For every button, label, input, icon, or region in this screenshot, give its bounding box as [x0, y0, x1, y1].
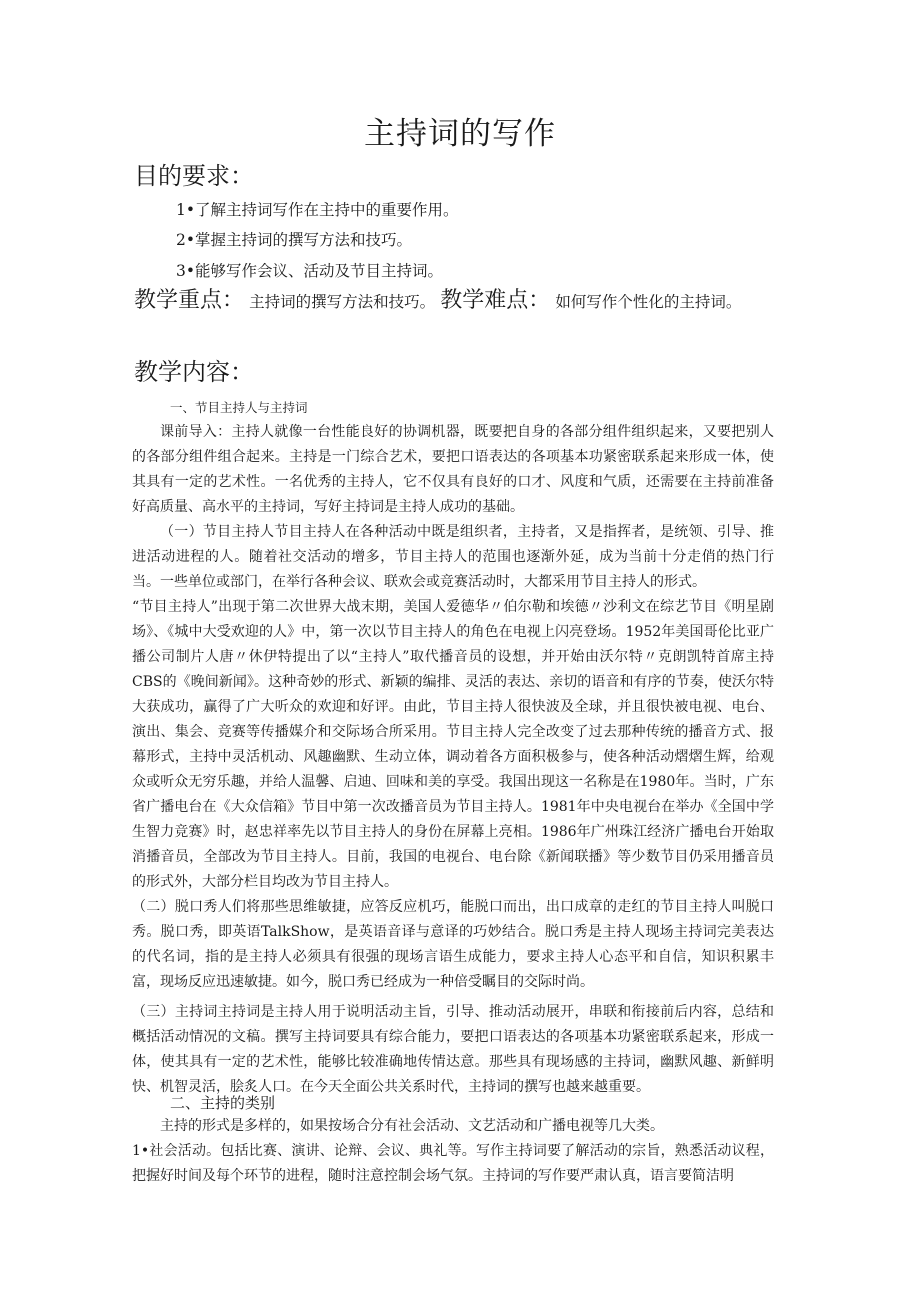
paragraph-categories: 主持的形式是多样的，如果按场合分有社会活动、文艺活动和广播电视等几大类。 — [160, 1118, 664, 1134]
section2-heading: 二、主持的类别 — [170, 1094, 276, 1112]
content-heading: 教学内容： — [134, 358, 254, 386]
key-text: 主持词的撰写方法和技巧。 — [249, 293, 436, 311]
intro-paragraph: 课前导入：主持人就像一台性能良好的协调机器，既要把自身的各部分组件组织起来，又要把别人的各部分组件组合起来。主持是一门综合艺术，要把口语表达的各项基本功紧密联系起来形成一体，使其具有一定的艺术性。一名优秀的主持人，它不仅具有良好的口才、风度和气质，还需要在主持前准备好高质量、高水平的主持词，写好主持词是主持人成功的基础。 — [132, 424, 774, 515]
paragraph-host: （一）节目主持人节目主持人在各种活动中既是组织者，主持者，又是指挥者，是统领、引导、推进活动进程的人。随着社交活动的增多，节目主持人的范围也逐渐外延，成为当前十分走俏的热门行当。一些单位或部门，在举行各种会议、联欢会或竞赛活动时，大都采用节目主持人的形式。 — [132, 524, 774, 590]
goal-item-2: 2•掌握主持词的撰写方法和技巧。 — [176, 231, 413, 249]
paragraph-history: “节目主持人”出现于第二次世界大战末期，美国人爱德华〃伯尔勒和埃德〃沙利文在综艺节目《明星剧场》、《城中大受欢迎的人》中，第一次以节目主持人的角色在电视上闪亮登场。1952年美国哥伦比亚广播公司制片人唐〃休伊特提出了以“主持人”取代播音员的设想，并开始由沃尔特〃克朗凯特首席主持CBS的《晚间新闻》。这种奇妙的形式、新颖的编排、灵活的表达、亲切的语音和有序的节奏，使沃尔特大获成功，赢得了广大听众的欢迎和好评。由此，节目主持人很快波及全球，并且很快被电视、电台、演出、集会、竞赛等传播媒介和交际场合所采用。节目主持人完全改变了过去那种传统的播音方式、报幕形式，主持中灵活机动、风趣幽默、生动立体，调动着各方面积极参与，使各种活动熠熠生辉，给观众或听众无穷乐趣，并给人温馨、启迪、回味和美的享受。我国出现这一名称是在1980年。当时，广东省广播电台在《大众信箱》节目中第一次改播音员为节目主持人。1981年中央电视台在举办《全国中学生智力竞赛》时，赵忠祥率先以节目主持人的身份在屏幕上亮相。1986年广州珠江经济广播电台开始取消播音员，全部改为节目主持人。目前，我国的电视台、电台除《新闻联播》等少数节目仍采用播音员的形式外，大部分栏目均改为节目主持人。 — [132, 599, 774, 890]
goal-item-1: 1•了解主持词写作在主持中的重要作用。 — [176, 201, 459, 219]
paragraph-host-script: （三）主持词主持词是主持人用于说明活动主旨，引导、推动活动展开，串联和衔接前后内容，总结和概括活动情况的文稿。撰写主持词要具有综合能力，要把口语表达的各项基本功紧密联系起来，形成一体，使其具有一定的艺术性，能够比较准确地传情达意。那些具有现场感的主持词，幽默风趣、新鲜明快、机智灵活，脍炙人口。在今天全面公共关系时代，主持词的撰写也越来越重要。 — [132, 1004, 774, 1095]
content-body-part2 — [132, 1000, 774, 1100]
key-points-block — [134, 285, 774, 318]
content-body-part3 — [132, 1114, 774, 1189]
content-body-part1 — [132, 395, 774, 995]
page-title: 主持词的写作 — [364, 116, 556, 152]
difficulty-text: 如何写作个性化的主持词。 — [555, 293, 742, 311]
difficulty-label: 教学难点： — [440, 288, 551, 313]
goal-item-3: 3•能够写作会议、活动及节目主持词。 — [176, 262, 444, 280]
goals-heading: 目的要求： — [134, 162, 254, 190]
section1-heading: 一、节目主持人与主持词 — [170, 400, 308, 415]
paragraph-social-activity: 1•社会活动。包括比赛、演讲、论辩、会议、典礼等。写作主持词要了解活动的宗旨，熟悉活动议程，把握好时间及每个环节的进程，随时注意控制会场气氛。主持词的写作要严肃认真，语言要简洁明 — [132, 1143, 774, 1184]
paragraph-talkshow: （二）脱口秀人们将那些思维敏捷，应答反应机巧，能脱口而出，出口成章的走红的节目主持人叫脱口秀。脱口秀，即英语TalkShow，是英语音译与意译的巧妙结合。脱口秀是主持人现场主持词完美表达的代名词，指的是主持人必须具有很强的现场言语生成能力，要求主持人心态平和自信，知识积累丰富，现场反应迅速敏捷。如今，脱口秀已经成为一种倍受瞩目的交际时尚。 — [132, 899, 774, 990]
key-label: 教学重点： — [134, 288, 245, 313]
